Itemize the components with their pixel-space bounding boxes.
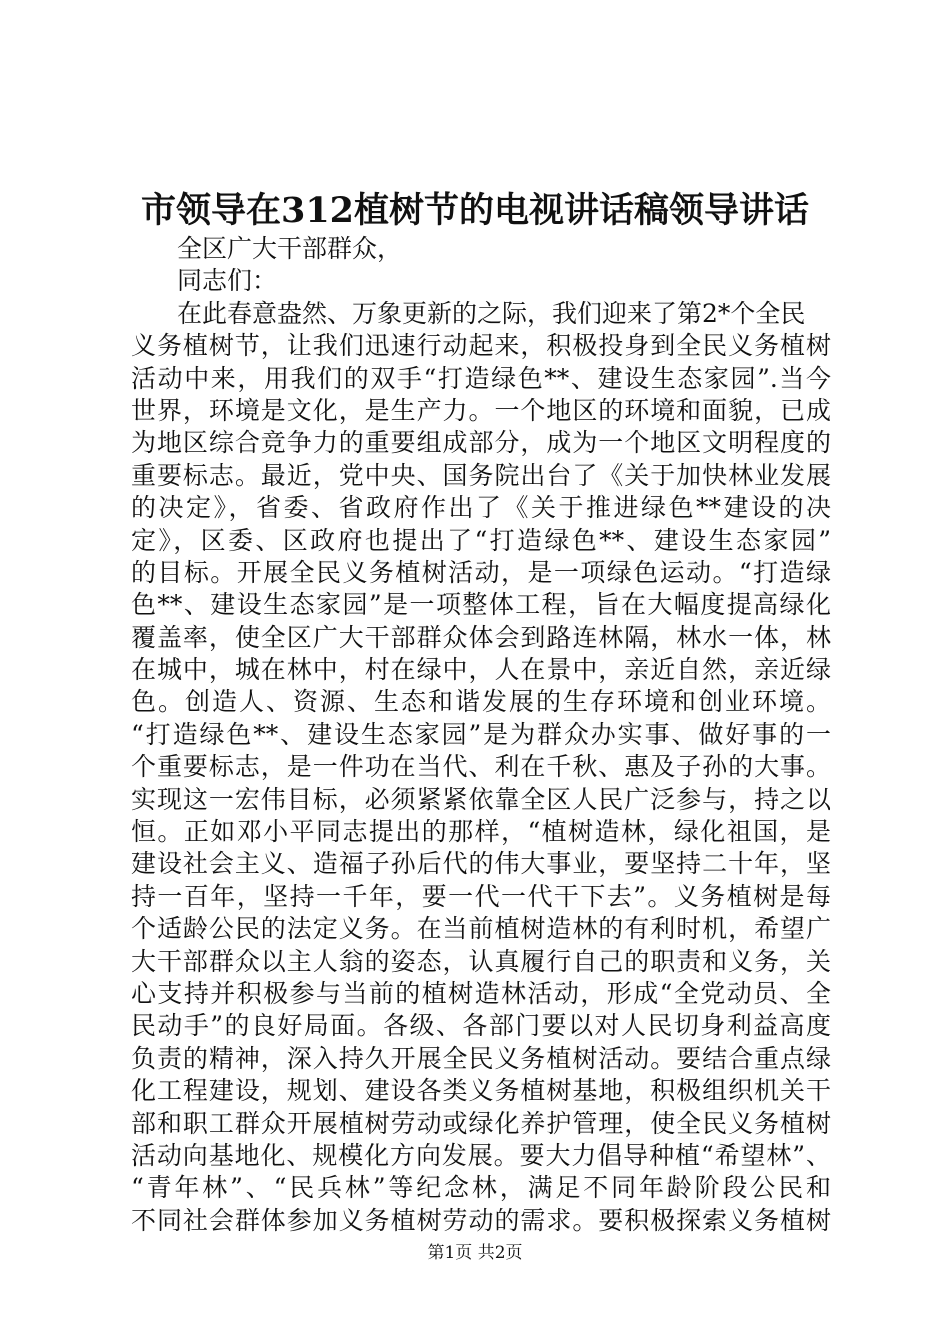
paragraph-line: 覆盖率，使全区广大干部群众体会到路连林隔，林水一体，林 (131, 622, 831, 652)
paragraph-line: 持一百年，坚持一千年，要一代一代干下去”。义务植树是每 (131, 881, 831, 911)
paragraph-line: 定》，区委、区政府也提出了“打造绿色**、建设生态家园” (131, 525, 831, 555)
paragraph-line: “青年林”、“民兵林”等纪念林，满足不同年龄阶段公民和 (131, 1173, 831, 1203)
paragraph-line: 大干部群众以主人翁的姿态，认真履行自己的职责和义务，关 (131, 946, 831, 976)
paragraph-line: 在城中，城在林中，村在绿中，人在景中，亲近自然，亲近绿 (131, 655, 831, 685)
paragraph-line: 化工程建设，规划、建设各类义务植树基地，积极组织机关干 (131, 1076, 831, 1106)
paragraph-line: 负责的精神，深入持久开展全民义务植树活动。要结合重点绿 (131, 1043, 831, 1073)
paragraph-line: 的决定》，省委、省政府作出了《关于推进绿色**建设的决 (131, 493, 831, 523)
paragraph-line: “打造绿色**、建设生态家园”是为群众办实事、做好事的一 (131, 719, 831, 749)
document-title: 市领导在312植树节的电视讲话稿领导讲话 (140, 190, 810, 231)
paragraph-line: 活动中来，用我们的双手“打造绿色**、建设生态家园”.当今 (131, 363, 831, 393)
salutation-line-2: 同志们： (177, 266, 278, 296)
paragraph-line: 义务植树节，让我们迅速行动起来，积极投身到全民义务植树 (131, 331, 831, 361)
paragraph-line: 心支持并积极参与当前的植树造林活动，形成“全党动员、全 (131, 978, 831, 1008)
salutation-line-1: 全区广大干部群众， (177, 234, 403, 263)
paragraph-line: 不同社会群体参加义务植树劳动的需求。要积极探索义务植树 (131, 1205, 831, 1235)
paragraph-line: 个适龄公民的法定义务。在当前植树造林的有利时机，希望广 (131, 914, 831, 944)
paragraph-line: 重要标志。最近，党中央、国务院出台了《关于加快林业发展 (131, 460, 831, 490)
paragraph-line: 部和职工群众开展植树劳动或绿化养护管理，使全民义务植树 (131, 1108, 831, 1138)
paragraph-line: 实现这一宏伟目标，必须紧紧依靠全区人民广泛参与，持之以 (131, 784, 831, 814)
paragraph-line: 个重要标志，是一件功在当代、利在千秋、惠及子孙的大事。 (131, 752, 831, 782)
paragraph-line: 建设社会主义、造福子孙后代的伟大事业，要坚持二十年，坚 (131, 849, 831, 879)
paragraph-line: 民动手”的良好局面。各级、各部门要以对人民切身利益高度 (131, 1011, 831, 1041)
paragraph-line: 的目标。开展全民义务植树活动，是一项绿色运动。“打造绿 (131, 557, 831, 587)
paragraph-line: 为地区综合竞争力的重要组成部分，成为一个地区文明程度的 (131, 428, 831, 458)
page-number-footer: 第1页 共2页 (427, 1243, 523, 1263)
paragraph-line: 色**、建设生态家园”是一项整体工程，旨在大幅度提高绿化 (131, 590, 831, 620)
document-body (131, 233, 831, 1237)
paragraph-line: 恒。正如邓小平同志提出的那样，“植树造林，绿化祖国，是 (131, 817, 831, 847)
paragraph-line: 色。创造人、资源、生态和谐发展的生存环境和创业环境。 (131, 687, 831, 717)
paragraph-line: 在此春意盎然、万象更新的之际，我们迎来了第2*个全民 (177, 298, 806, 328)
paragraph-line: 世界，环境是文化，是生产力。一个地区的环境和面貌，已成 (131, 395, 831, 425)
paragraph-line: 活动向基地化、规模化方向发展。要大力倡导种植“希望林”、 (131, 1140, 831, 1170)
